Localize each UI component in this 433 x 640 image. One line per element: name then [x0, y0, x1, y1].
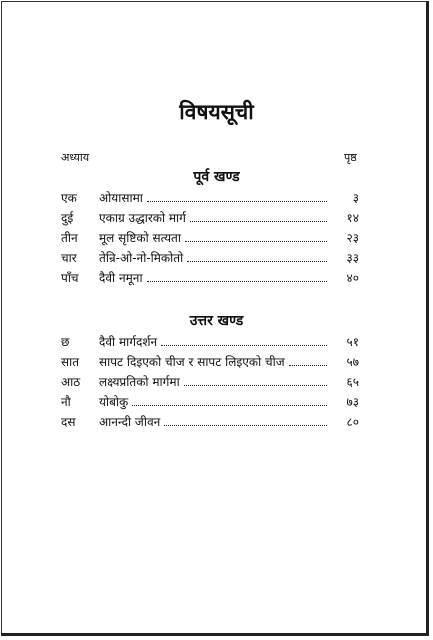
- toc-entry[interactable]: [61, 268, 359, 288]
- dot-leader: [289, 364, 327, 366]
- dot-leader: [187, 260, 327, 262]
- chapter-title: लक्ष्यप्रतिको मार्गमा: [99, 375, 180, 389]
- page-number: ४०: [346, 271, 359, 285]
- section-heading-purva: पूर्व खण्ड: [193, 169, 240, 185]
- dot-leader: [161, 344, 327, 346]
- page-number: ८०: [346, 415, 359, 429]
- chapter-number: पाँच: [61, 271, 79, 285]
- dot-leader: [147, 280, 327, 282]
- toc-entry[interactable]: [61, 352, 359, 372]
- dot-leader: [147, 200, 327, 202]
- dot-leader: [184, 384, 327, 386]
- page-column-header: पृष्ठ: [344, 151, 357, 164]
- toc-entry[interactable]: [61, 332, 359, 352]
- toc-entry[interactable]: [61, 188, 359, 208]
- chapter-number: सात: [61, 355, 80, 369]
- toc-entry[interactable]: [61, 372, 359, 392]
- toc-entry[interactable]: [61, 412, 359, 432]
- dot-leader: [132, 404, 327, 406]
- toc-entry[interactable]: [61, 228, 359, 248]
- chapter-title: ओयासामा: [99, 191, 143, 205]
- page-number: १४: [346, 211, 359, 225]
- chapter-number: छ: [61, 335, 70, 349]
- toc-title: विषयसूची: [179, 100, 254, 124]
- chapter-title: आनन्दी जीवन: [99, 415, 161, 429]
- chapter-column-header: अध्याय: [61, 151, 90, 164]
- chapter-title: एकाग्र उद्धारको मार्ग: [99, 211, 186, 225]
- page-number: ५१: [346, 335, 359, 349]
- page-number: ३: [352, 191, 359, 205]
- toc-entry[interactable]: [61, 248, 359, 268]
- section-heading-uttar: उत्तर खण्ड: [189, 313, 244, 329]
- dot-leader: [190, 220, 327, 222]
- chapter-number: तीन: [61, 231, 78, 245]
- page-number: ६५: [346, 375, 359, 389]
- page-number: ५७: [346, 355, 359, 369]
- chapter-title: दैवी नमूना: [99, 271, 143, 285]
- chapter-title: तेन्रि-ओ-नो-मिकोतो: [99, 251, 184, 265]
- chapter-number: दुई: [61, 211, 74, 225]
- chapter-number: एक: [61, 191, 77, 205]
- toc-entry[interactable]: [61, 208, 359, 228]
- dot-leader: [185, 240, 327, 242]
- chapter-number: चार: [61, 251, 77, 265]
- chapter-title: सापट दिइएको चीज र सापट लिइएको चीज: [99, 355, 285, 369]
- page-number: ७३: [346, 395, 359, 409]
- chapter-number: दस: [61, 415, 76, 429]
- chapter-number: नौ: [61, 395, 71, 409]
- page-number: २३: [346, 231, 359, 245]
- toc-entry[interactable]: [61, 392, 359, 412]
- chapter-number: आठ: [61, 375, 81, 389]
- chapter-title: योबोकु: [99, 395, 129, 409]
- chapter-title: मूल सृष्टिको सत्यता: [99, 231, 181, 245]
- page-number: ३३: [346, 251, 359, 265]
- dot-leader: [164, 424, 327, 426]
- chapter-title: दैवी मार्गदर्शन: [99, 335, 158, 349]
